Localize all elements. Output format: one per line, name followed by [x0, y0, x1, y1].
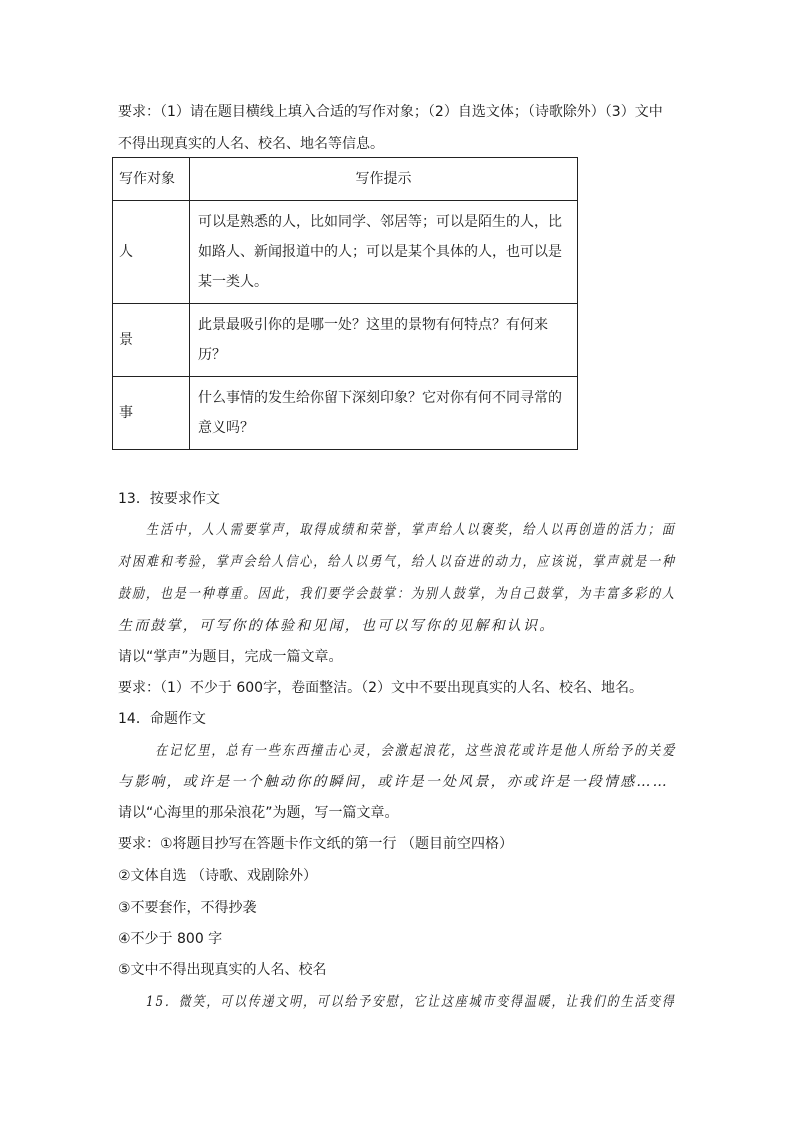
- top-requirement-line-1: 要求：（1）请在题目横线上填入合适的写作对象；（2）自选文体；（诗歌除外）（3）文中: [118, 104, 663, 120]
- q13-requirement: 要求：（1）不少于 600字，卷面整洁。（2）文中不要出现真实的人名、校名、地名。: [118, 680, 643, 696]
- table-row: [113, 377, 578, 450]
- q14-requirement-2: ②文体自选 （诗歌、戏剧除外）: [118, 868, 318, 884]
- table-cell-tip: 可以是熟悉的人，比如同学、邻居等；可以是陌生的人，比如路人、新闻报道中的人；可以是某个具体的人，也可以是某一类人。: [190, 201, 578, 304]
- q13-title: 13．按要求作文: [118, 491, 220, 507]
- table-row: [113, 201, 578, 304]
- q13-paragraph-line: 生而鼓掌，可写你的体验和见闻，也可以写你的见解和认识。: [118, 618, 556, 634]
- q14-prompt: 请以“心海里的那朵浪花”为题，写一篇文章。: [118, 805, 399, 821]
- q13-paragraph-line: 鼓励，也是一种尊重。因此，我们要学会鼓掌：为别人鼓掌，为自己鼓掌，为丰富多彩的人: [118, 586, 676, 602]
- table-header-row: [113, 158, 578, 201]
- table-cell-object: 人: [113, 201, 190, 304]
- table-cell-object: 事: [113, 377, 190, 450]
- table-cell-tip: 此景最吸引你的是哪一处？这里的景物有何特点？有何来历？: [190, 304, 578, 377]
- table-cell-tip: 什么事情的发生给你留下深刻印象？它对你有何不同寻常的意义吗？: [190, 377, 578, 450]
- q13-paragraph-line: 对困难和考验，掌声会给人信心，给人以勇气，给人以奋进的动力，应该说，掌声就是一种: [118, 554, 676, 570]
- q14-requirement-1: 要求：①将题目抄写在答题卡作文纸的第一行 （题目前空四格）: [118, 836, 513, 852]
- q14-title: 14．命题作文: [118, 711, 206, 727]
- q14-requirement-5: ⑤文中不得出现真实的人名、校名: [118, 962, 327, 978]
- table-row: [113, 304, 578, 377]
- q14-requirement-4: ④不少于 800 字: [118, 931, 223, 947]
- q14-requirement-3: ③不要套作，不得抄袭: [118, 900, 257, 916]
- top-requirement-line-2: 不得出现真实的人名、校名、地名等信息。: [118, 136, 384, 152]
- header-writing-tips: 写作提示: [190, 158, 578, 201]
- q14-paragraph-line: 与影响，或许是一个触动你的瞬间，或许是一处风景，亦或许是一段情感……: [118, 774, 669, 790]
- writing-object-table: [112, 157, 578, 450]
- q13-prompt: 请以“掌声”为题目，完成一篇文章。: [118, 649, 343, 665]
- q14-paragraph-line: 在记忆里，总有一些东西撞击心灵，会激起浪花，这些浪花或许是他人所给予的关爱: [155, 743, 677, 759]
- q13-paragraph-line: 生活中，人人需要掌声，取得成绩和荣誉，掌声给人以褒奖，给人以再创造的活力；面: [146, 522, 676, 538]
- header-writing-object: 写作对象: [113, 158, 190, 201]
- q15-paragraph-line: 15．微笑，可以传递文明，可以给予安慰，它让这座城市变得温暖，让我们的生活变得: [146, 994, 676, 1010]
- table-cell-object: 景: [113, 304, 190, 377]
